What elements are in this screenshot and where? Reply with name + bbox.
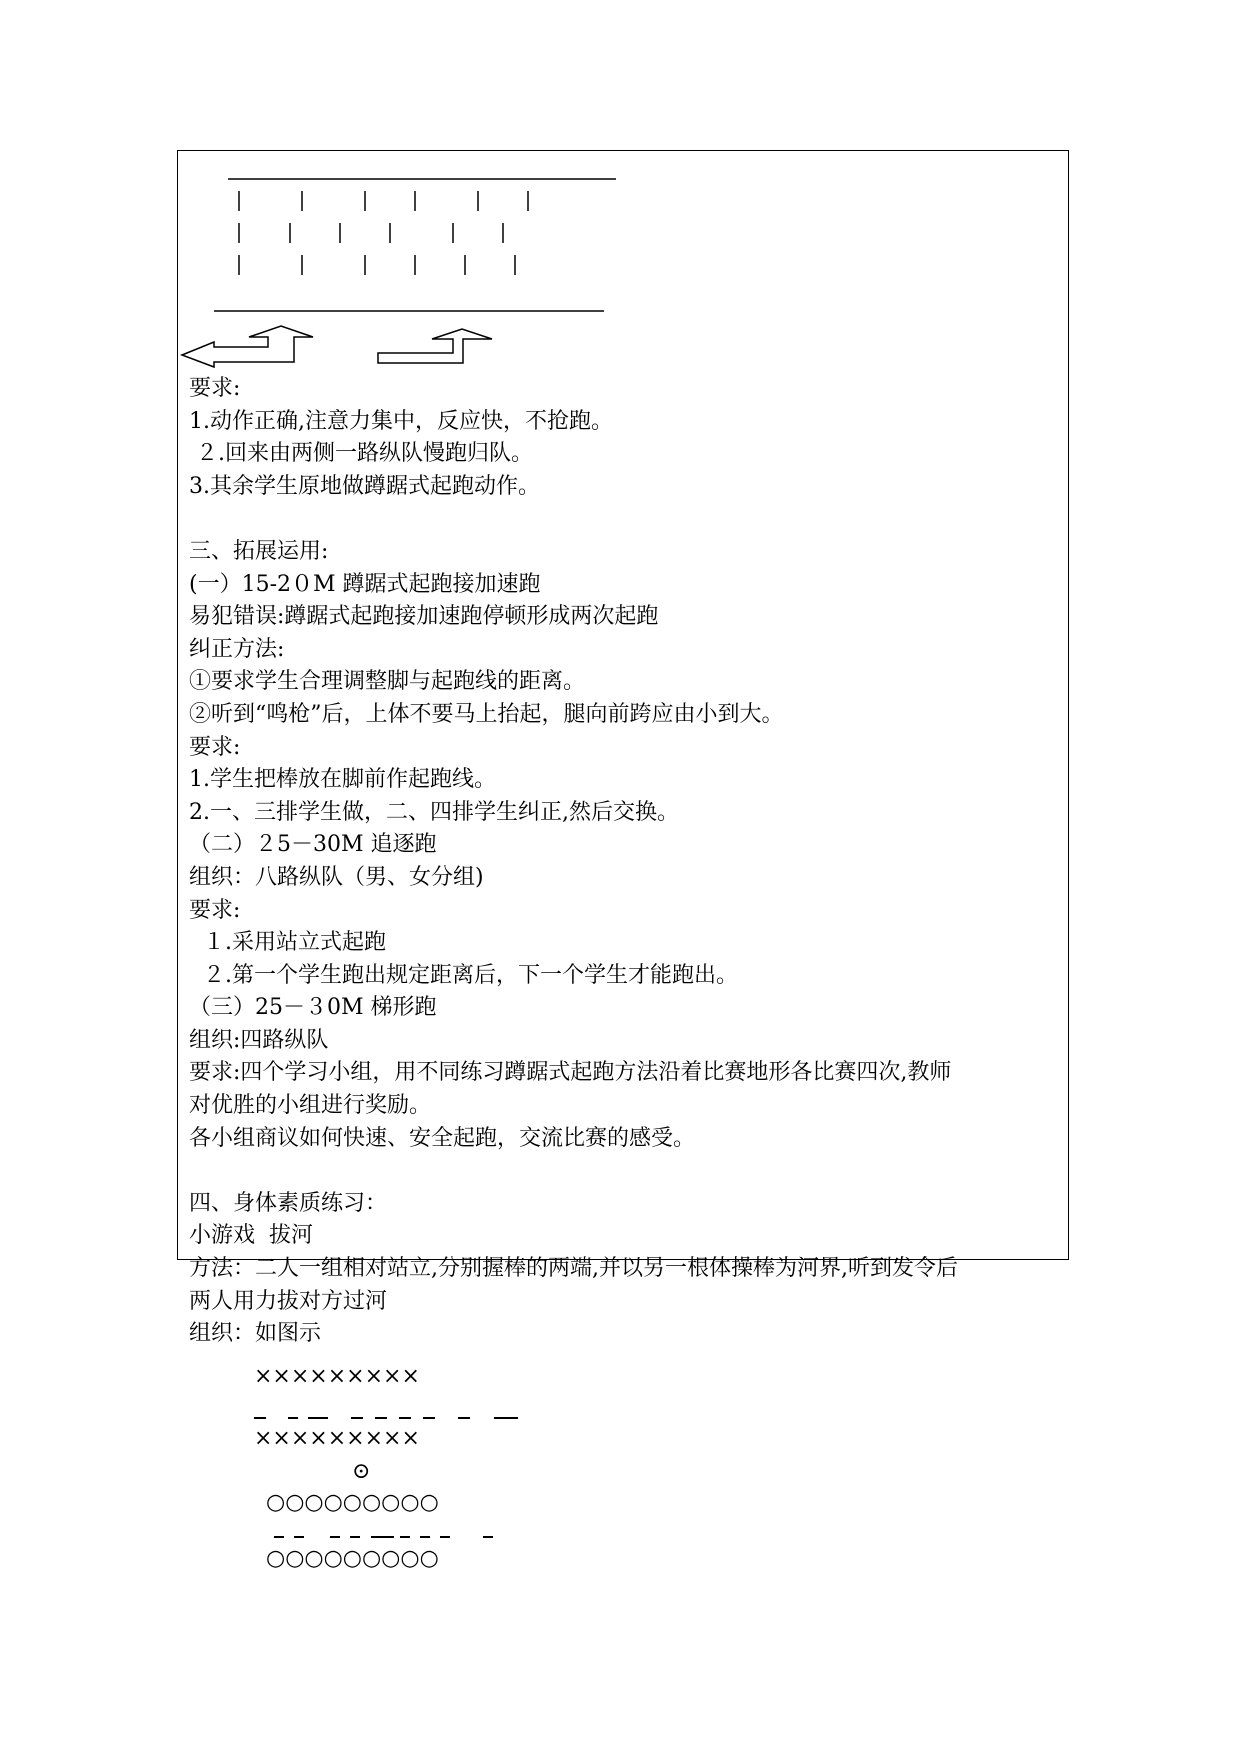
part-3-title: （三）25－３0M 梯形跑: [189, 995, 437, 1021]
part-1-req-heading: 要求:: [189, 734, 241, 760]
part-3-req: 要求:四个学习小组，用不同练习蹲踞式起跑方法沿着比赛地形各比赛四次,教师: [189, 1060, 952, 1086]
part-2-req-2: ２.第一个学生跑出规定距离后，下一个学生才能跑出。: [189, 962, 738, 988]
common-error: 易犯错误:蹲踞式起跑接加速跑停顿形成两次起跑: [189, 604, 659, 630]
requirement-2: ２.回来由两侧一路纵队慢跑归队。: [189, 441, 533, 467]
part-1-req-2: 2.一、三排学生做，二、四排学生纠正,然后交换。: [189, 799, 679, 825]
part-3-org: 组织:四路纵队: [189, 1027, 329, 1053]
part-1-req-1: 1.学生把棒放在脚前作起跑线。: [189, 767, 496, 793]
correction-heading: 纠正方法:: [189, 636, 285, 662]
game-method-cont: 两人用力拔对方过河: [189, 1288, 388, 1314]
part-1-title: (一）15-2０M 蹲踞式起跑接加速跑: [189, 571, 541, 597]
formation-row-o-2: ○○○○○○○○○: [266, 1546, 439, 1571]
game-title: 小游戏 拔河: [189, 1223, 313, 1249]
part-2-org: 组织：八路纵队（男、女分组): [189, 864, 484, 890]
part-3-discuss: 各小组商议如何快速、安全起跑，交流比赛的感受。: [189, 1125, 696, 1151]
requirements-heading: 要求:: [189, 376, 241, 401]
river-line-2: [178, 1533, 1070, 1543]
game-org: 组织：如图示: [189, 1321, 322, 1347]
lane-marks: [239, 191, 528, 275]
part-2-req-heading: 要求:: [189, 897, 241, 923]
part-2-req-1: １.采用站立式起跑: [189, 930, 386, 956]
section-3-title: 三、拓展运用:: [189, 538, 329, 564]
formation-row-x-2: ×××××××××: [254, 1426, 420, 1451]
lesson-text: [189, 373, 1059, 1351]
requirement-1: 1.动作正确,注意力集中，反应快，不抢跑。: [189, 408, 613, 434]
teacher-marker: ⊙: [352, 1459, 371, 1484]
part-3-req-cont: 对优胜的小组进行奖励。: [189, 1093, 432, 1119]
correction-1: ①要求学生合理调整脚与起跑线的距离。: [189, 669, 586, 695]
river-line-1: [178, 1414, 1070, 1424]
running-lanes-diagram: [178, 151, 1070, 373]
section-4-title: 四、身体素质练习：: [189, 1190, 388, 1216]
game-method: 方法：二人一组相对站立,分别握棒的两端,并以另一根体操棒为河界,听到发令后: [189, 1256, 958, 1282]
right-turn-arrow: [378, 329, 492, 363]
correction-2: ②听到“鸣枪”后，上体不要马上抬起，腿向前跨应由小到大。: [189, 701, 784, 727]
requirement-3: 3.其余学生原地做蹲踞式起跑动作。: [189, 473, 540, 499]
formation-row-o-1: ○○○○○○○○○: [266, 1490, 439, 1515]
formation-row-x-1: ×××××××××: [254, 1364, 420, 1389]
part-2-title: （二）２5－30M 追逐跑: [189, 832, 437, 858]
left-turn-arrow: [182, 326, 313, 367]
lesson-table-cell: [177, 150, 1069, 1571]
